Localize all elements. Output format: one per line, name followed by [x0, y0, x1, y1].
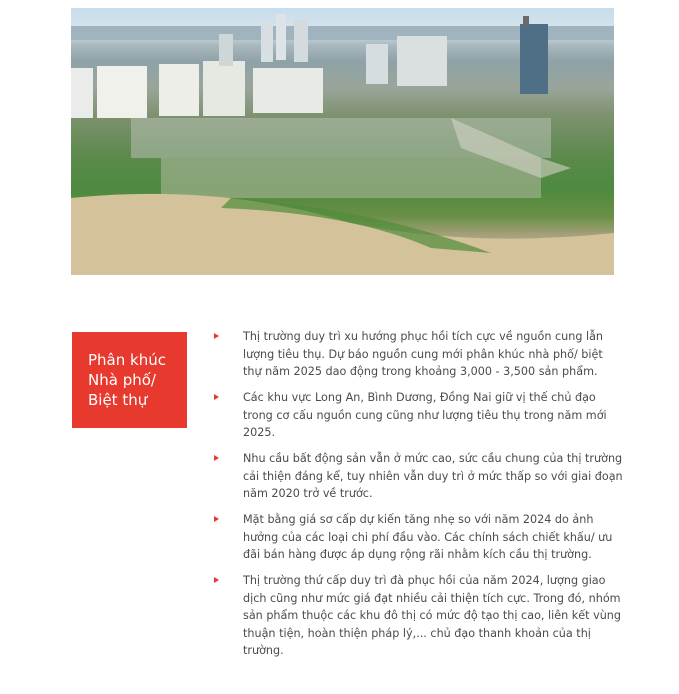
bullet-text: Mặt bằng giá sơ cấp dự kiến tăng nhẹ so với năm 2024 do ảnh hưởng của các loại chi phí đầu vào. Các chính sách chiết khấu/ ưu đãi bán hàng được áp dụng rộng rãi nhằm kích cầu thị trường. [243, 513, 613, 561]
city-skyline-illustration [71, 8, 614, 275]
bullet-arrow-icon [214, 516, 219, 522]
bullet-arrow-icon [214, 333, 219, 339]
bullet-text: Thị trường duy trì xu hướng phục hồi tích cực về nguồn cung lẫn lượng tiêu thụ. Dự báo nguồn cung mới phân khúc nhà phố/ biệt thự năm 2025 dao động trong khoảng 3,000 - 3,500 sản phẩm. [243, 330, 604, 378]
bullet-arrow-icon [214, 455, 219, 461]
aerial-city-photo [71, 8, 614, 275]
section-title: Phân khúc Nhà phố/ Biệt thự [88, 351, 166, 409]
bullet-text: Thị trường thứ cấp duy trì đà phục hồi của năm 2024, lượng giao dịch cũng như mức giá đạt nhiều cải thiện tích cực. Trong đó, nhóm sản phẩm thuộc các khu đô thị có mức độ tạo thị cao, liên kết vùng thuận tiện, hoàn thiện pháp lý,... chủ đạo thanh khoản của thị trường. [243, 574, 621, 657]
bullet-text: Các khu vực Long An, Bình Dương, Đồng Nai giữ vị thế chủ đạo trong cơ cấu nguồn cung cũng như lượng tiêu thụ trong năm mới 2025. [243, 391, 607, 439]
bullet-arrow-icon [214, 577, 219, 583]
bullet-text: Nhu cầu bất động sản vẫn ở mức cao, sức cầu chung của thị trường cải thiện đáng kể, tuy nhiên vẫn duy trì ở mức thấp so với giai đoạn năm 2020 trở về trước. [243, 452, 623, 500]
section-label-box [72, 332, 187, 428]
bullet-arrow-icon [214, 394, 219, 400]
